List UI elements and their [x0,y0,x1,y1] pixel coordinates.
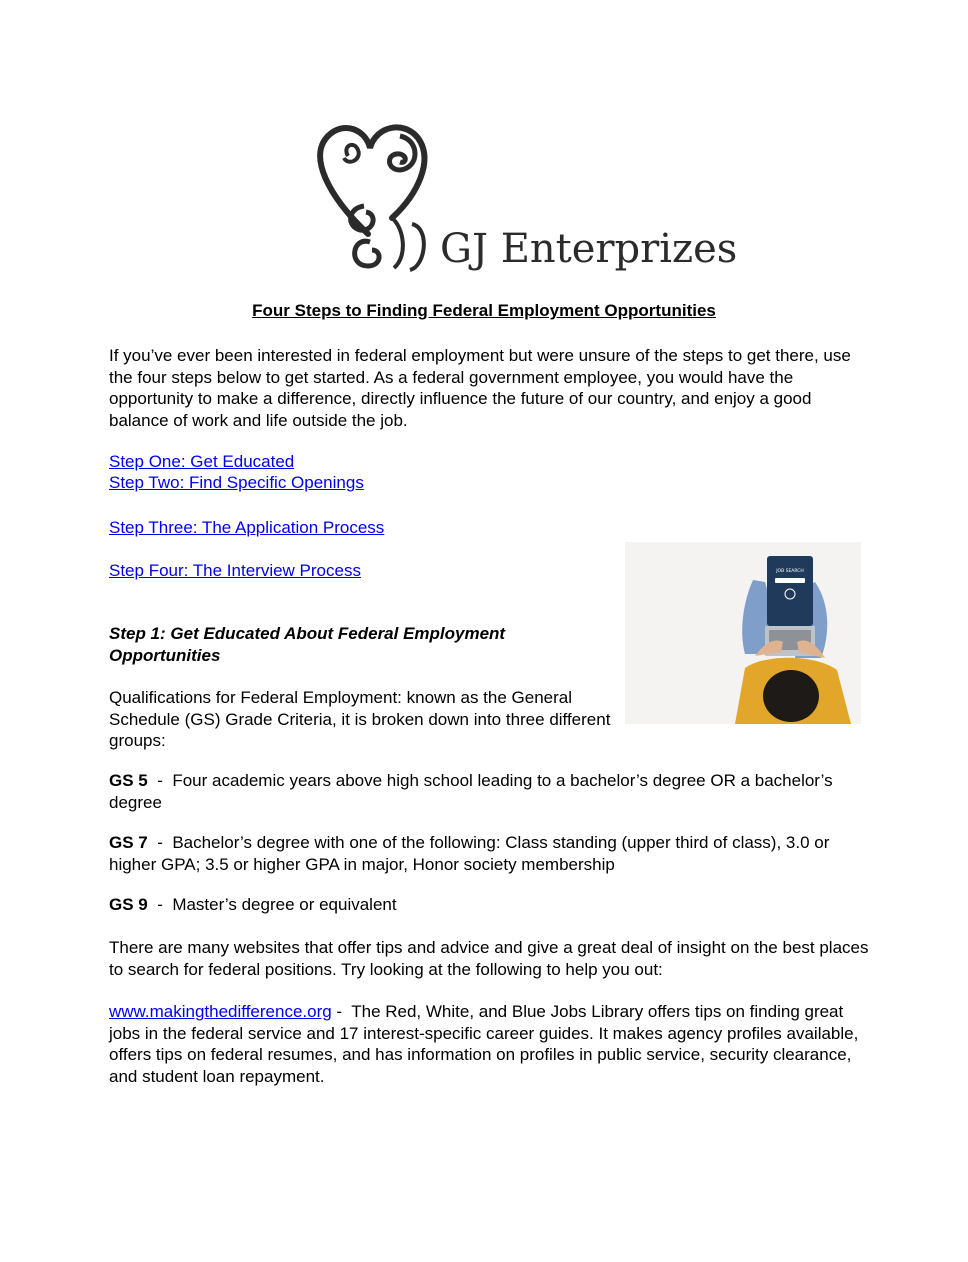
makingthedifference-link[interactable]: www.makingthedifference.org [109,1002,332,1021]
company-logo [308,116,738,276]
website-paragraph [109,1001,869,1087]
logo-brand-text: GJ Enterprizes [440,226,738,272]
toc-link-step-two[interactable]: Step Two: Find Specific Openings [109,473,364,492]
intro-paragraph: If you’ve ever been interested in federal employment but were unsure of the steps to get there, use the four steps below to get started. As a federal government employee, you would have the opportunity to make a difference, directly influence the future of our country, and enjoy a good balance of work and life outside the job. [109,346,851,430]
toc-link-step-four[interactable]: Step Four: The Interview Process [109,561,361,580]
grade-gs9 [109,894,869,916]
job-search-photo [625,542,861,724]
laptop-screen-text: JOB SEARCH [776,569,804,574]
grade-label: GS 9 [109,895,148,914]
grade-description: Bachelor’s degree with one of the following: Class standing (upper third of class), 3.0 or higher GPA; 3.5 or higher GPA in major, Honor society membership [109,833,830,874]
step-one-heading: Step 1: Get Educated About Federal Employment Opportunities [109,624,506,665]
grade-separator: - [147,895,173,914]
grade-separator: - [147,833,173,852]
website-description: - The Red, White, and Blue Jobs Library offers tips on finding great jobs in the federal service and 17 interest-specific career guides. It makes agency profiles available, offers tips on federal resumes, and has information on profiles in public service, security clearance, and student loan repayment. [109,1002,864,1086]
page-title: Four Steps to Finding Federal Employment Opportunities [252,301,716,320]
person-laptop-illustration [625,542,861,724]
grade-gs7 [109,832,869,875]
grade-description: Four academic years above high school leading to a bachelor’s degree OR a bachelor’s degree [109,771,833,812]
logo-heart-swirl-icon [308,116,738,276]
grade-separator: - [147,771,173,790]
grade-description: Master’s degree or equivalent [172,895,397,914]
grade-label: GS 5 [109,771,148,790]
toc-link-step-one[interactable]: Step One: Get Educated [109,452,295,471]
grade-gs5 [109,770,869,813]
toc-link-step-three[interactable]: Step Three: The Application Process [109,518,385,537]
qualifications-paragraph: Qualifications for Federal Employment: known as the General Schedule (GS) Grade Criteria, it is broken down into three different groups: [109,688,611,750]
grade-label: GS 7 [109,833,148,852]
websites-intro-paragraph: There are many websites that offer tips and advice and give a great deal of insight on the best places to search for federal positions. Try looking at the following to help you out: [109,938,869,979]
